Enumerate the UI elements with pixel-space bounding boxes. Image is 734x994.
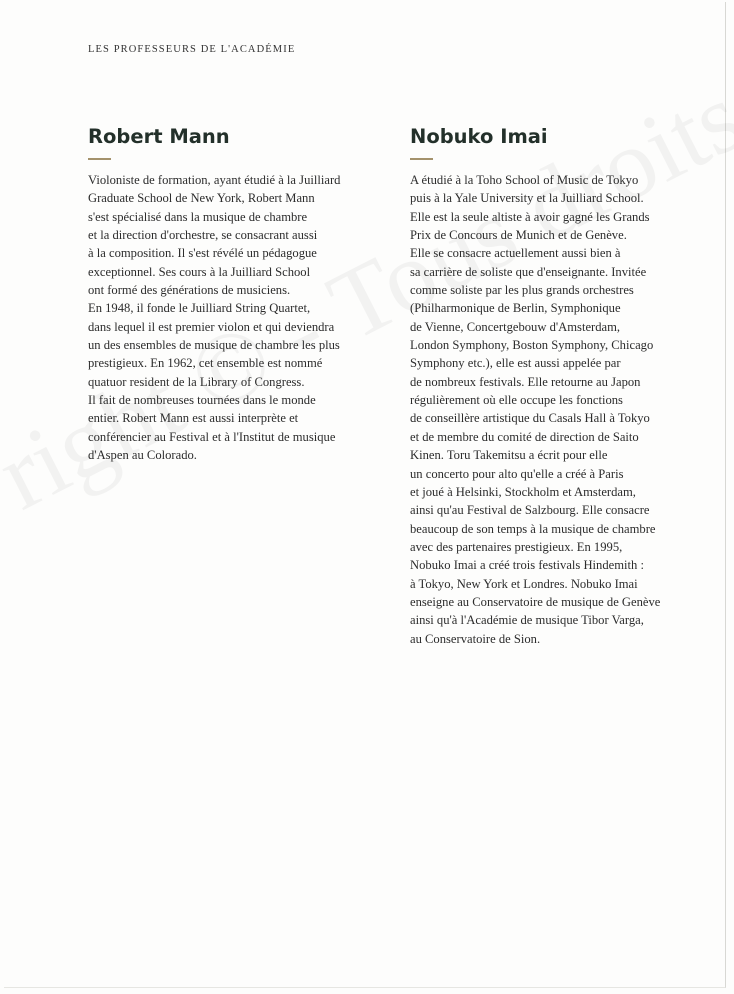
bio-line: dans lequel il est premier violon et qui deviendra [88, 319, 335, 334]
bio-line: à la composition. Il s'est révélé un pédagogue [88, 246, 317, 261]
bio-line: Violoniste de formation, ayant étudié à la Juilliard [88, 173, 341, 187]
bio-line: un des ensembles de musique de chambre les plus [88, 338, 340, 353]
bio-line: de Vienne, Concertgebouw d'Amsterdam, [410, 319, 621, 334]
bio-line: et joué à Helsinki, Stockholm et Amsterdam, [410, 484, 636, 499]
bio-line: enseigne au Conservatoire de musique de Genève [410, 594, 661, 609]
bio-line: au Conservatoire de Sion. [410, 631, 541, 646]
title-underline [88, 158, 111, 160]
bio-line: prestigieux. En 1962, cet ensemble est nommé [88, 356, 323, 371]
title-underline [410, 158, 433, 160]
bio-line: s'est spécialisé dans la musique de chambre [88, 209, 308, 224]
bio-line: ont formé des générations de musiciens. [88, 283, 291, 298]
bio-line: ainsi qu'à l'Académie de musique Tibor Varga, [410, 613, 644, 628]
bio-line: Prix de Concours de Munich et de Genève. [410, 228, 627, 243]
bio-line: entier. Robert Mann est aussi interprète et [88, 411, 299, 426]
bio-line: Elle se consacre actuellement aussi bien à [410, 246, 621, 261]
bio-text [410, 171, 695, 648]
bio-line: avec des partenaires prestigieux. En 1995, [410, 539, 623, 554]
bio-line: En 1948, il fonde le Juilliard String Quartet, [88, 301, 311, 316]
bio-line: et de membre du comité de direction de Saito [410, 429, 639, 444]
bio-line: comme soliste par les plus grands orchestres [410, 283, 634, 298]
bio-robert-mann [88, 124, 373, 465]
running-header: LES PROFESSEURS DE L'ACADÉMIE [88, 44, 296, 55]
bio-line: Elle est la seule altiste à avoir gagné les Grands [410, 209, 650, 224]
bio-line: d'Aspen au Colorado. [88, 448, 197, 463]
bio-line: conférencier au Festival et à l'Institut de musique [88, 429, 336, 444]
bio-line: un concerto pour alto qu'elle a créé à Paris [410, 466, 624, 481]
professor-name: Nobuko Imai [410, 125, 548, 148]
bio-line: quatuor resident de la Library of Congress. [88, 374, 305, 389]
bio-line: Symphony etc.), elle est aussi appelée par [410, 356, 621, 371]
bio-line: régulièrement où elle occupe les fonctions [410, 393, 623, 408]
bio-line: Il fait de nombreuses tournées dans le monde [88, 393, 316, 408]
bio-line: London Symphony, Boston Symphony, Chicago [410, 338, 654, 353]
bio-line: sa carrière de soliste que d'enseignante. Invitée [410, 264, 647, 279]
bio-text [88, 171, 373, 465]
bio-line: de conseillère artistique du Casals Hall à Tokyo [410, 411, 650, 426]
bio-line: exceptionnel. Ses cours à la Juilliard School [88, 264, 311, 279]
bio-line: (Philharmonique de Berlin, Symphonique [410, 301, 621, 316]
bio-line: et la direction d'orchestre, se consacrant aussi [88, 228, 318, 243]
bio-line: à Tokyo, New York et Londres. Nobuko Imai [410, 576, 638, 591]
bio-line: Nobuko Imai a créé trois festivals Hindemith : [410, 558, 644, 573]
bio-line: Kinen. Toru Takemitsu a écrit pour elle [410, 448, 608, 463]
bio-line: A étudié à la Toho School of Music de Tokyo [410, 173, 639, 187]
bio-line: beaucoup de son temps à la musique de chambre [410, 521, 656, 536]
professor-name: Robert Mann [88, 125, 230, 148]
bio-line: ainsi qu'au Festival de Salzbourg. Elle consacre [410, 503, 650, 518]
bio-line: Graduate School de New York, Robert Mann [88, 191, 315, 206]
bio-line: puis à la Yale University et la Juilliard School. [410, 191, 644, 206]
bio-line: de nombreux festivals. Elle retourne au Japon [410, 374, 641, 389]
bio-nobuko-imai [410, 124, 695, 648]
